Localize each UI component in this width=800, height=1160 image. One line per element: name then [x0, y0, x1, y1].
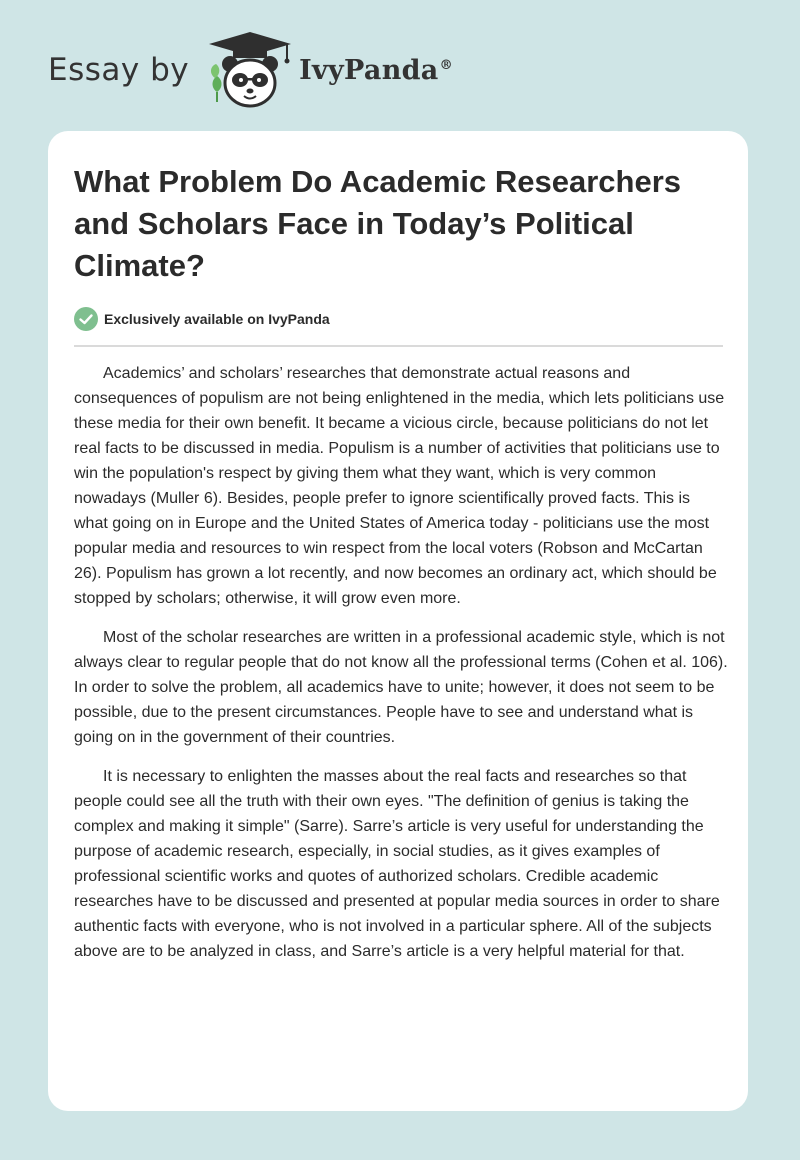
- registered-mark: ®: [439, 57, 453, 73]
- exclusive-badge: [74, 307, 330, 331]
- site-header: [48, 30, 453, 110]
- check-circle-icon: [74, 307, 98, 331]
- divider: [74, 345, 723, 347]
- essay-body: [74, 361, 728, 978]
- page-title: What Problem Do Academic Researchers and Scholars Face in Today’s Political Climate?: [74, 164, 682, 283]
- essay-by-label: Essay by: [48, 52, 190, 88]
- panda-graduate-icon[interactable]: [203, 30, 297, 110]
- brand-logo-text[interactable]: IvyPanda®: [299, 54, 453, 86]
- paragraph: Academics’ and scholars’ researches that demonstrate actual reasons and consequences of populism are not being enlightened in the media, which lets politicians use these media for their own benefit. It became a vicious circle, because politicians do not let real facts to be discussed in media. Populism is a number of activities that politicians use to win the population's respect by giving them what they want, which is very common nowadays (Muller 6). Besides, people prefer to ignore scientifically proved facts. This is what going on in Europe and the United States of America today - politicians use the most popular media and resources to win respect from the local voters (Robson and McCartan 26). Populism has grown a lot recently, and now becomes an ordinary act, which should be stopped by scholars; otherwise, it will grow even more.: [74, 365, 725, 607]
- paragraph: It is necessary to enlighten the masses about the real facts and researches so that people could see all the truth with their own eyes. "The definition of genius is taking the complex and making it simple" (Sarre). Sarre’s article is very useful for understanding the purpose of academic research, especially, in social studies, as it gives examples of professional scientific works and quotes of authorized scholars. Credible academic researches have to be discussed and presented at popular media sources in order to share authentic facts with everyone, who is not involved in a particular sphere. All of the subjects above are to be analyzed in class, and Sarre’s article is a very helpful material for that.: [74, 768, 720, 960]
- essay-card: [48, 131, 748, 1111]
- exclusive-badge-label: Exclusively available on IvyPanda: [104, 311, 330, 327]
- paragraph: Most of the scholar researches are written in a professional academic style, which is not always clear to regular people that do not know all the professional terms (Cohen et al. 106). In order to solve the problem, all academics have to unite; however, it does not seem to be possible, due to the present circumstances. People have to see and understand what is going on in the government of their countries.: [74, 629, 728, 746]
- ivy-leaf-icon: [211, 64, 222, 102]
